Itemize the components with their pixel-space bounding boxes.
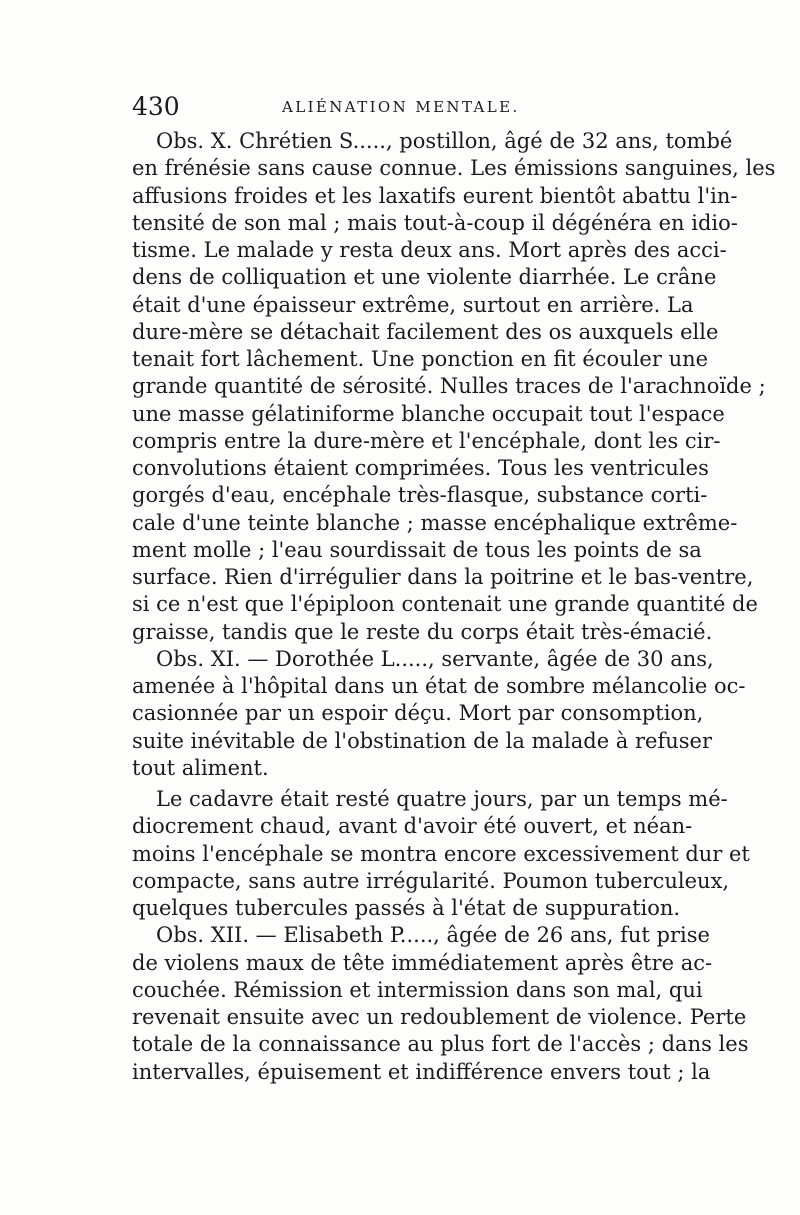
text-line: revenait ensuite avec un redoublement de violence. Perte xyxy=(132,1005,747,1029)
text-line: Le cadavre était resté quatre jours, par un temps mé- xyxy=(156,787,728,811)
text-line: compris entre la dure-mère et l'encéphale, dont les cir- xyxy=(132,428,721,453)
body-text xyxy=(132,128,776,1086)
text-line: intervalles, épuisement et indifférence envers tout ; la xyxy=(132,1059,711,1084)
text-line: diocrement chaud, avant d'avoir été ouvert, et néan- xyxy=(132,814,693,839)
text-line: convolutions étaient comprimées. Tous les ventricules xyxy=(132,456,709,480)
text-line: tisme. Le malade y resta deux ans. Mort après des acci- xyxy=(132,238,727,262)
text-line: casionnée par un espoir déçu. Mort par consomption, xyxy=(132,701,704,726)
text-line: couchée. Rémission et intermission dans son mal, qui xyxy=(132,977,703,1002)
text-line: grande quantité de sérosité. Nulles traces de l'arachnoïde ; xyxy=(132,374,766,399)
text-line: Obs. XI. — Dorothée L....., servante, âgée de 30 ans, xyxy=(156,646,714,671)
text-line: Obs. XII. — Elisabeth P....., âgée de 26 ans, fut prise xyxy=(156,923,710,948)
text-line: de violens maux de tête immédiatement après être ac- xyxy=(132,950,713,975)
text-line: tensité de son mal ; mais tout-à-coup il dégénéra en idio- xyxy=(132,210,738,235)
text-line: ment molle ; l'eau sourdissait de tous les points de sa xyxy=(132,537,702,562)
text-line: cale d'une teinte blanche ; masse encéphalique extrême- xyxy=(132,510,738,535)
text-line: graisse, tandis que le reste du corps était très-émacié. xyxy=(132,619,713,644)
text-line: une masse gélatiniforme blanche occupait tout l'espace xyxy=(132,401,725,426)
text-line: gorgés d'eau, encéphale très-flasque, substance corti- xyxy=(132,483,708,508)
text-line: tenait fort lâchement. Une ponction en fit écouler une xyxy=(132,347,709,371)
text-line: surface. Rien d'irrégulier dans la poitrine et le bas-ventre, xyxy=(132,565,754,589)
text-line: dens de colliquation et une violente diarrhée. Le crâne xyxy=(132,265,717,290)
text-line: compacte, sans autre irrégularité. Poumon tuberculeux, xyxy=(132,868,730,893)
text-line: était d'une épaisseur extrême, surtout en arrière. La xyxy=(132,292,694,317)
page-number: 430 xyxy=(132,92,180,121)
text-line: suite inévitable de l'obstination de la malade à refuser xyxy=(132,728,713,753)
text-line: quelques tubercules passés à l'état de suppuration. xyxy=(132,896,681,920)
text-line: tout aliment. xyxy=(132,755,269,780)
text-line: en frénésie sans cause connue. Les émissions sanguines, les xyxy=(132,156,776,181)
text-line: dure-mère se détachait facilement des os auxquels elle xyxy=(132,319,719,344)
running-title: ALIÉNATION MENTALE. xyxy=(282,98,520,116)
text-line: si ce n'est que l'épiploon contenait une grande quantité de xyxy=(132,592,758,617)
text-line: affusions froides et les laxatifs eurent bientôt abattu l'in- xyxy=(132,183,738,208)
page-header xyxy=(132,92,680,122)
text-line: amenée à l'hôpital dans un état de sombre mélancolie oc- xyxy=(132,674,746,698)
text-line: Obs. X. Chrétien S....., postillon, âgé de 32 ans, tombé xyxy=(156,129,733,153)
text-line: moins l'encéphale se montra encore excessivement dur et xyxy=(132,841,750,866)
text-line: totale de la connaissance au plus fort de l'accès ; dans les xyxy=(132,1032,749,1057)
